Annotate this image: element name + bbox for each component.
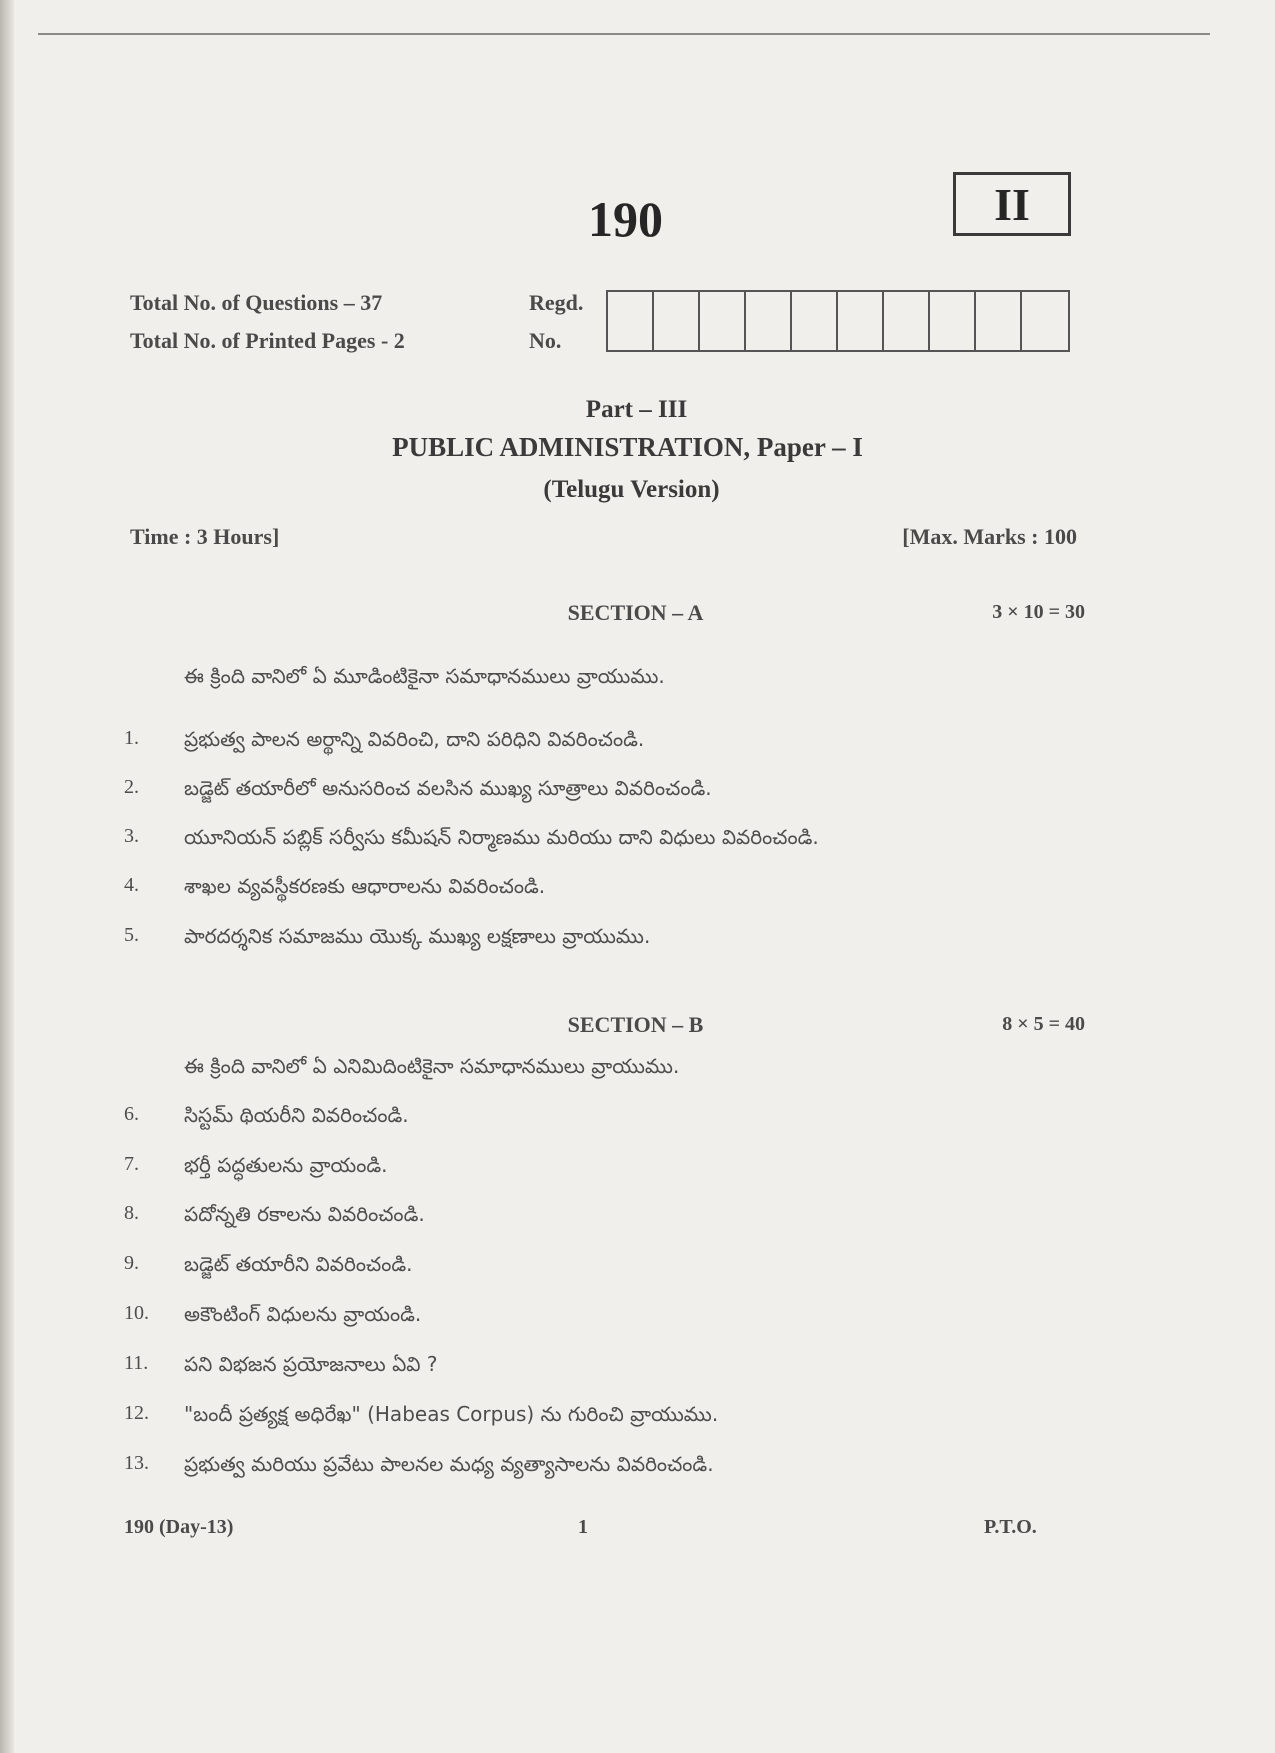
question-number: 8.	[124, 1202, 139, 1224]
regd-label	[529, 284, 583, 360]
question-text: అకౌంటింగ్ విధులను వ్రాయండి.	[184, 1302, 422, 1326]
question-item	[124, 1402, 1124, 1431]
regd-cell	[746, 292, 792, 350]
subject-title: PUBLIC ADMINISTRATION, Paper – I	[392, 432, 863, 462]
section-b-instruction: ఈ క్రింది వానిలో ఏ ఎనిమిదింటికైనా సమాధానములు వ్రాయుము.	[184, 1054, 680, 1078]
question-number: 9.	[124, 1252, 139, 1274]
time-allowed: Time : 3 Hours]	[130, 524, 280, 549]
question-text: సిస్టమ్ థియరీని వివరించండి.	[184, 1103, 409, 1127]
question-item	[124, 1103, 1124, 1132]
question-item	[124, 1252, 1124, 1281]
question-text: బడ్జెట్ తయారీలో అనుసరించ వలసిన ముఖ్య సూత్రాలు వివరించండి.	[184, 776, 712, 800]
question-item	[124, 924, 1124, 953]
question-text: పదోన్నతి రకాలను వివరించండి.	[184, 1202, 425, 1226]
part-title: Part – III	[585, 396, 688, 423]
question-text: భర్తీ పద్ధతులను వ్రాయండి.	[184, 1153, 388, 1177]
question-number: 3.	[124, 825, 139, 847]
question-item	[124, 825, 1124, 854]
question-number: 10.	[124, 1302, 149, 1324]
total-pages: Total No. of Printed Pages - 2	[130, 328, 405, 353]
question-text: పని విభజన ప్రయోజనాలు ఏవి ?	[184, 1352, 438, 1376]
question-number: 5.	[124, 924, 139, 946]
paper-code: 190	[588, 191, 663, 247]
page-edge	[0, 0, 14, 1753]
question-text: ప్రభుత్వ మరియు ప్రవేటు పాలనల మధ్య వ్యత్యాసాలను వివరించండి.	[184, 1452, 714, 1476]
regd-cell	[930, 292, 976, 350]
question-paper-meta	[130, 284, 405, 360]
regd-label-line1: Regd.	[529, 290, 584, 315]
question-text: పారదర్శనిక సమాజము యొక్క ముఖ్య లక్షణాలు వ్రాయుము.	[184, 924, 651, 948]
pto-label: P.T.O.	[984, 1516, 1037, 1538]
question-number: 6.	[124, 1103, 139, 1125]
question-item	[124, 874, 1124, 903]
regd-label-line2: No.	[529, 328, 562, 353]
series-label: II	[994, 178, 1030, 230]
question-text: బడ్జెట్ తయారీని వివరించండి.	[184, 1252, 413, 1276]
question-number: 7.	[124, 1153, 139, 1175]
question-number: 4.	[124, 874, 139, 896]
version-title: (Telugu Version)	[543, 476, 720, 503]
question-text: యూనియన్ పబ్లిక్ సర్వీసు కమీషన్ నిర్మాణము మరియు దాని విధులు వివరించండి.	[184, 825, 819, 849]
question-item	[124, 1202, 1124, 1231]
question-text: శాఖల వ్యవస్థీకరణకు ఆధారాలను వివరించండి.	[184, 874, 546, 898]
question-item	[124, 1153, 1124, 1182]
section-a-instruction: ఈ క్రింది వానిలో ఏ మూడింటికైనా సమాధానములు వ్రాయుము.	[184, 664, 665, 688]
question-text: ప్రభుత్వ పాలన అర్థాన్ని వివరించి, దాని పరిధిని వివరించండి.	[184, 727, 645, 751]
regd-cell	[884, 292, 930, 350]
regd-number-boxes	[606, 290, 1070, 352]
question-item	[124, 1352, 1124, 1381]
section-a-title: SECTION – A	[567, 600, 704, 625]
regd-cell	[608, 292, 654, 350]
total-questions: Total No. of Questions – 37	[130, 290, 383, 315]
question-number: 12.	[124, 1402, 149, 1424]
question-number: 2.	[124, 776, 139, 798]
regd-cell	[792, 292, 838, 350]
question-number: 13.	[124, 1452, 149, 1474]
top-rule	[38, 33, 1210, 35]
question-number: 1.	[124, 727, 139, 749]
question-item	[124, 1302, 1124, 1331]
regd-cell	[838, 292, 884, 350]
question-item	[124, 776, 1124, 805]
regd-cell	[976, 292, 1022, 350]
footer-code: 190 (Day-13)	[124, 1516, 234, 1538]
question-item	[124, 1452, 1124, 1481]
section-b-title: SECTION – B	[567, 1012, 704, 1037]
regd-cell	[654, 292, 700, 350]
question-text: "బందీ ప్రత్యక్ష అధిరేఖ" (Habeas Corpus) ను గురించి వ్రాయుము.	[184, 1402, 719, 1426]
section-b-marks: 8 × 5 = 40	[1002, 1013, 1085, 1035]
question-item	[124, 727, 1124, 756]
page-number: 1	[578, 1516, 588, 1538]
section-a-marks: 3 × 10 = 30	[992, 601, 1085, 623]
series-box	[953, 172, 1071, 236]
question-number: 11.	[124, 1352, 149, 1374]
regd-cell	[700, 292, 746, 350]
regd-cell	[1022, 292, 1068, 350]
max-marks: [Max. Marks : 100	[902, 524, 1077, 549]
